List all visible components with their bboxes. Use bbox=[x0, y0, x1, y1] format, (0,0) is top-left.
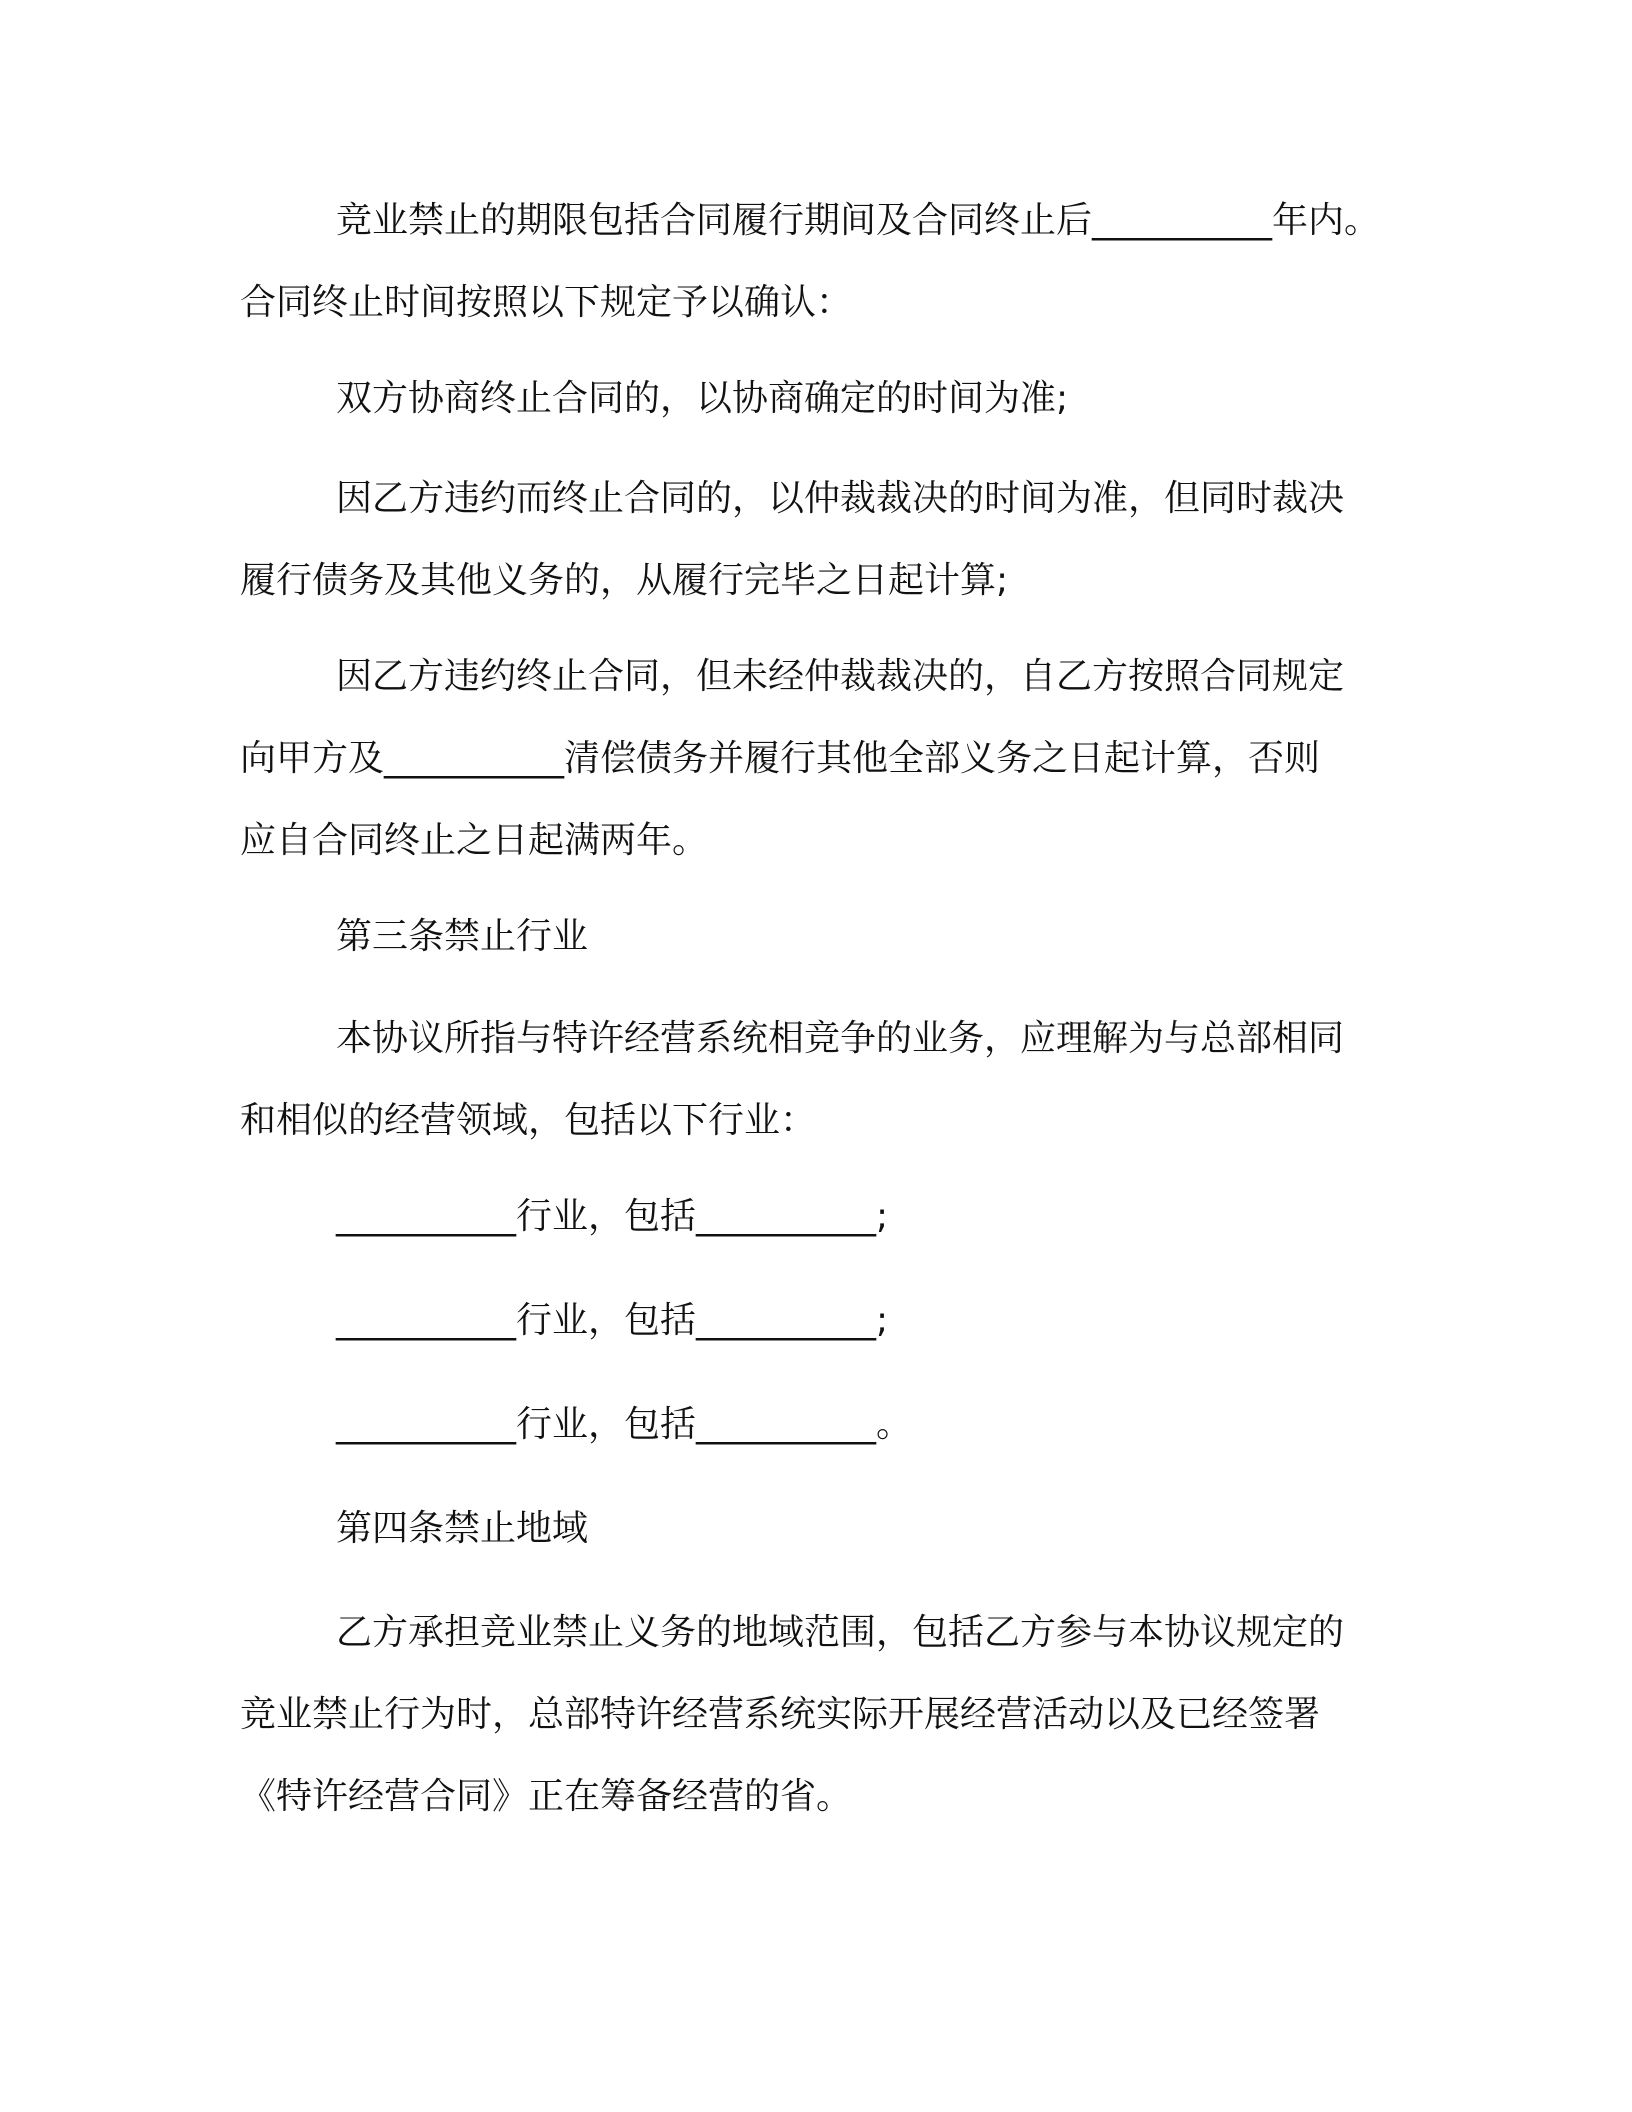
industry-blank-line-3 bbox=[240, 1384, 1380, 1466]
text-line: 竞业禁止行为时，总部特许经营系统实际开展经营活动以及已经签署 bbox=[240, 1694, 1321, 1735]
paragraph-mutual-termination bbox=[240, 358, 1380, 440]
text-line: 因乙方违约终止合同，但未经仲裁裁决的，自乙方按照合同规定 bbox=[336, 656, 1345, 697]
text-line: 本协议所指与特许经营系统相竞争的业务，应理解为与总部相同 bbox=[336, 1018, 1345, 1059]
text-line: 第四条禁止地域 bbox=[336, 1508, 589, 1549]
text-line: __________行业，包括__________; bbox=[336, 1196, 889, 1237]
text-line: 双方协商终止合同的，以协商确定的时间为准; bbox=[336, 378, 1069, 419]
text-line: 和相似的经营领域，包括以下行业： bbox=[240, 1100, 817, 1141]
paragraph-breach-arbitration bbox=[240, 458, 1380, 622]
paragraph-competing-business bbox=[240, 998, 1380, 1162]
section-heading-article-3 bbox=[240, 896, 1380, 978]
text-line: 向甲方及__________清偿债务并履行其他全部义务之日起计算，否则 bbox=[240, 738, 1321, 779]
text-line: __________行业，包括__________。 bbox=[336, 1404, 913, 1445]
industry-blank-line-1 bbox=[240, 1176, 1380, 1258]
text-line: 竞业禁止的期限包括合同履行期间及合同终止后__________年内。 bbox=[336, 200, 1381, 241]
text-line: __________行业，包括__________; bbox=[336, 1300, 889, 1341]
text-line: 第三条禁止行业 bbox=[336, 916, 589, 957]
text-line: 乙方承担竞业禁止义务的地域范围，包括乙方参与本协议规定的 bbox=[336, 1612, 1345, 1653]
text-line: 因乙方违约而终止合同的，以仲裁裁决的时间为准，但同时裁决 bbox=[336, 478, 1345, 519]
paragraph-term-duration bbox=[240, 180, 1380, 344]
section-heading-article-4 bbox=[240, 1488, 1380, 1570]
paragraph-breach-no-arbitration bbox=[240, 636, 1380, 882]
industry-blank-line-2 bbox=[240, 1280, 1380, 1362]
text-line: 应自合同终止之日起满两年。 bbox=[240, 820, 709, 861]
text-line: 合同终止时间按照以下规定予以确认： bbox=[240, 282, 853, 323]
text-line: 《特许经营合同》正在筹备经营的省。 bbox=[240, 1776, 853, 1817]
paragraph-territory bbox=[240, 1592, 1380, 1838]
text-line: 履行债务及其他义务的，从履行完毕之日起计算; bbox=[240, 560, 1009, 601]
